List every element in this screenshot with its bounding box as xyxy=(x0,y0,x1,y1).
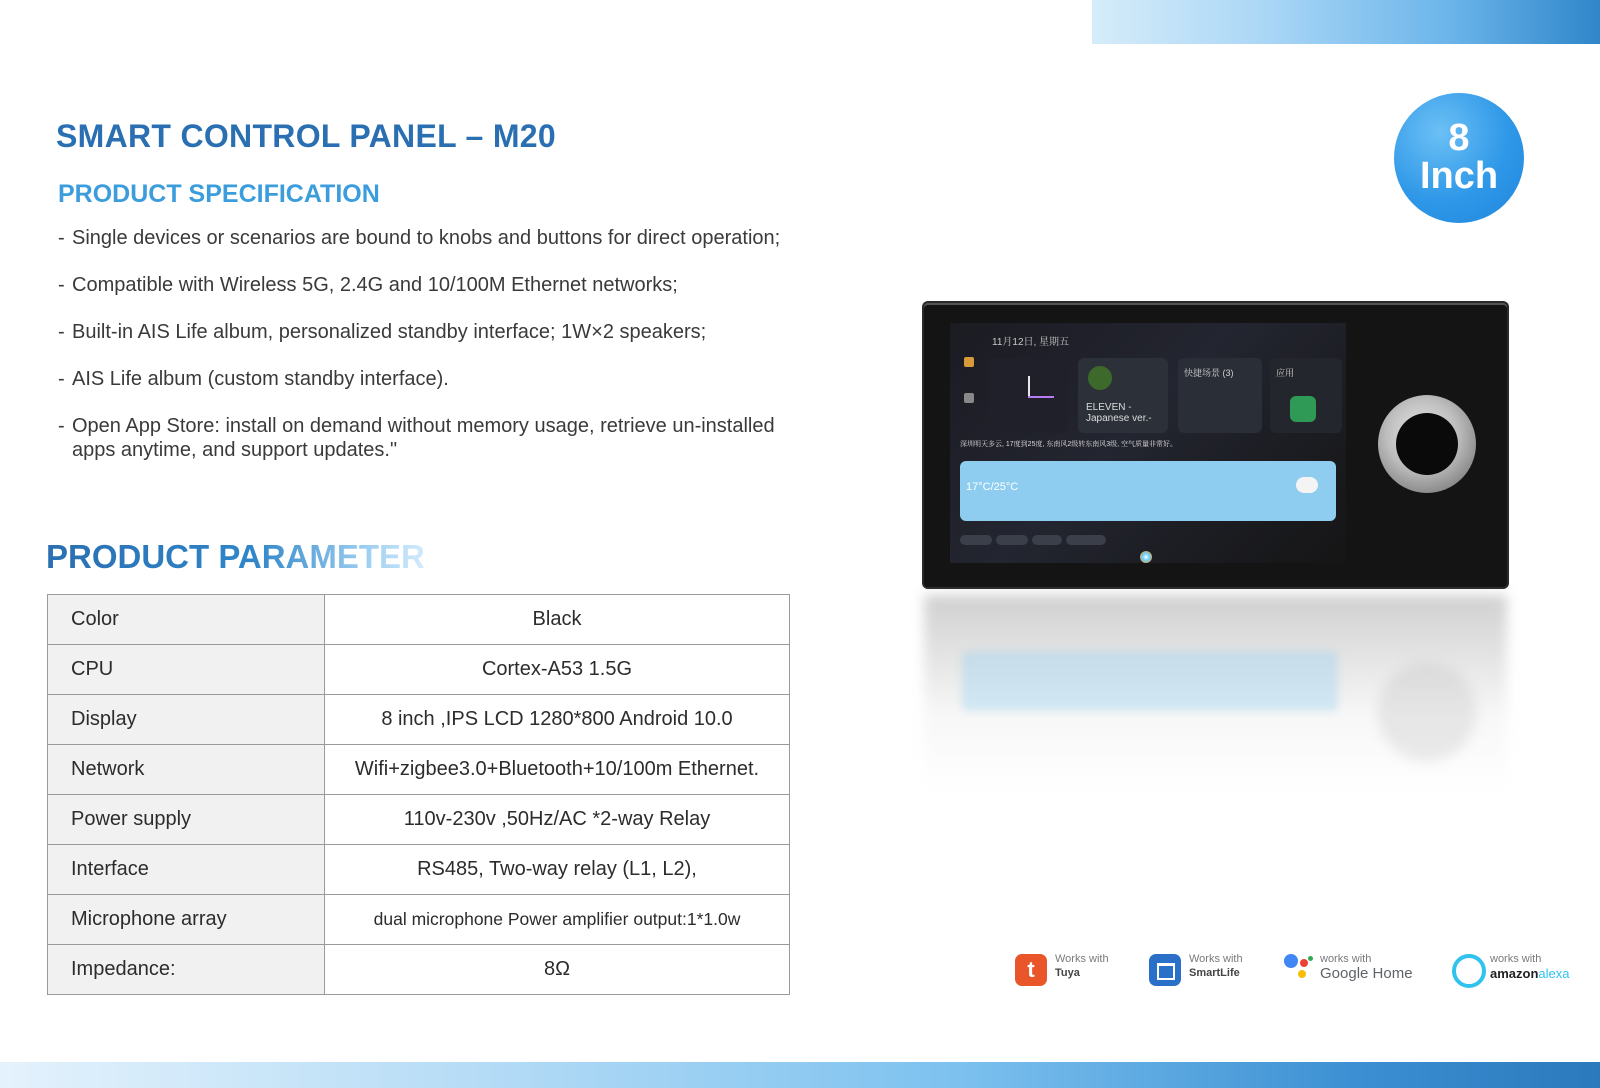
param-value: dual microphone Power amplifier output:1*1.0w xyxy=(325,895,790,945)
param-value: Black xyxy=(325,595,790,645)
google-brand-text: Google Home xyxy=(1320,965,1413,982)
table-row xyxy=(48,745,790,795)
spec-item-text: Built-in AIS Life album, personalized standby interface; 1W×2 speakers; xyxy=(72,321,707,343)
tuya-small-text: Works with xyxy=(1055,953,1109,965)
param-label: CPU xyxy=(48,645,325,695)
reflection-card xyxy=(962,651,1338,711)
weather-widget xyxy=(960,461,1336,521)
smartlife-brand-text: SmartLife xyxy=(1189,967,1240,979)
param-label: Color xyxy=(48,595,325,645)
spec-list xyxy=(58,226,818,485)
knob-center xyxy=(1396,413,1458,475)
spec-item-text: Open App Store: install on demand without memory usage, retrieve un-installed apps anytime, and support updates." xyxy=(72,415,775,461)
home-icon xyxy=(964,357,974,367)
scene-chip xyxy=(1032,535,1062,545)
param-value: 8Ω xyxy=(325,945,790,995)
spec-heading: PRODUCT SPECIFICATION xyxy=(58,180,380,208)
badge-unit: Inch xyxy=(1419,155,1499,197)
scene-chip xyxy=(996,535,1028,545)
tuya-brand-text: Tuya xyxy=(1055,967,1080,979)
param-heading: PRODUCT PARAMETER xyxy=(46,538,425,575)
size-badge xyxy=(1394,93,1524,223)
rotary-knob xyxy=(1378,395,1476,493)
voice-assistant-icon xyxy=(1140,551,1152,563)
amazon-text: amazon xyxy=(1490,966,1539,981)
tuya-icon: t xyxy=(1015,954,1047,986)
param-label: Interface xyxy=(48,845,325,895)
spec-item-text: Compatible with Wireless 5G, 2.4G and 10/100M Ethernet networks; xyxy=(72,274,678,296)
table-row xyxy=(48,895,790,945)
music-title: ELEVEN - xyxy=(1086,402,1132,413)
music-widget xyxy=(1078,358,1168,433)
table-row xyxy=(48,845,790,895)
param-value: 8 inch ,IPS LCD 1280*800 Android 10.0 xyxy=(325,695,790,745)
google-small-text: works with xyxy=(1320,953,1372,965)
google-assistant-icon xyxy=(1284,954,1316,986)
weather-temp: 17°C/25°C xyxy=(966,481,1019,493)
media-icon xyxy=(964,393,974,403)
spec-item-text: Single devices or scenarios are bound to knobs and buttons for direct operation; xyxy=(72,227,781,249)
table-row xyxy=(48,695,790,745)
badge-number: 8 xyxy=(1448,117,1470,159)
scene-widget xyxy=(1178,358,1262,433)
cloud-icon xyxy=(1296,477,1318,493)
param-label: Display xyxy=(48,695,325,745)
screen-date: 11月12日, 星期五 xyxy=(992,337,1070,348)
top-accent-bar xyxy=(1092,0,1600,44)
param-value: Wifi+zigbee3.0+Bluetooth+10/100m Ethernet. xyxy=(325,745,790,795)
alexa-brand-text xyxy=(1490,966,1569,981)
control-panel-device xyxy=(924,303,1507,587)
spec-item-text: AIS Life album (custom standby interface). xyxy=(72,368,449,390)
param-label: Impedance: xyxy=(48,945,325,995)
reflection-knob xyxy=(1378,663,1476,761)
app-widget xyxy=(1270,358,1342,433)
alexa-ring-icon xyxy=(1452,954,1486,988)
smartlife-home-icon xyxy=(1149,954,1181,986)
scene-chip xyxy=(1066,535,1106,545)
device-screen xyxy=(950,323,1346,563)
table-row xyxy=(48,945,790,995)
spec-item: - Built-in AIS Life album, personalized standby interface; 1W×2 speakers; xyxy=(58,321,707,343)
weather-note: 深圳明天多云, 17度到25度, 东南风2级转东南风3级, 空气质量非常好。 xyxy=(960,441,1178,448)
clock-minute-hand xyxy=(1028,396,1054,398)
table-row xyxy=(48,595,790,645)
page-title: SMART CONTROL PANEL – M20 xyxy=(56,118,556,154)
app-label: 应用 xyxy=(1276,368,1295,378)
param-label: Microphone array xyxy=(48,895,325,945)
product-image xyxy=(924,303,1509,803)
album-art-icon xyxy=(1088,366,1112,390)
scene-chip xyxy=(960,535,992,545)
param-label: Power supply xyxy=(48,795,325,845)
spec-item: - Compatible with Wireless 5G, 2.4G and 10/100M Ethernet networks; xyxy=(58,274,678,296)
bottom-accent-bar xyxy=(0,1062,1600,1088)
parameter-table xyxy=(47,594,790,995)
param-value: Cortex-A53 1.5G xyxy=(325,645,790,695)
smartlife-small-text: Works with xyxy=(1189,953,1243,965)
scene-label: 快捷场景 (3) xyxy=(1184,368,1234,378)
spec-item: - Open App Store: install on demand without memory usage, retrieve un-installed apps anytime, and support updates." xyxy=(58,415,775,461)
param-value: 110v-230v ,50Hz/AC *2-way Relay xyxy=(325,795,790,845)
alexa-small-text: works with xyxy=(1490,953,1542,965)
alexa-text: alexa xyxy=(1538,966,1570,981)
table-row xyxy=(48,795,790,845)
music-subtitle: Japanese ver.- xyxy=(1086,413,1152,424)
param-label: Network xyxy=(48,745,325,795)
spec-item: - Single devices or scenarios are bound to knobs and buttons for direct operation; xyxy=(58,227,781,249)
table-row xyxy=(48,645,790,695)
clock-hour-hand xyxy=(1028,376,1030,398)
spec-item: - AIS Life album (custom standby interface). xyxy=(58,368,449,390)
mi-home-icon xyxy=(1290,396,1316,422)
clock-widget xyxy=(988,358,1068,433)
param-value: RS485, Two-way relay (L1, L2), xyxy=(325,845,790,895)
